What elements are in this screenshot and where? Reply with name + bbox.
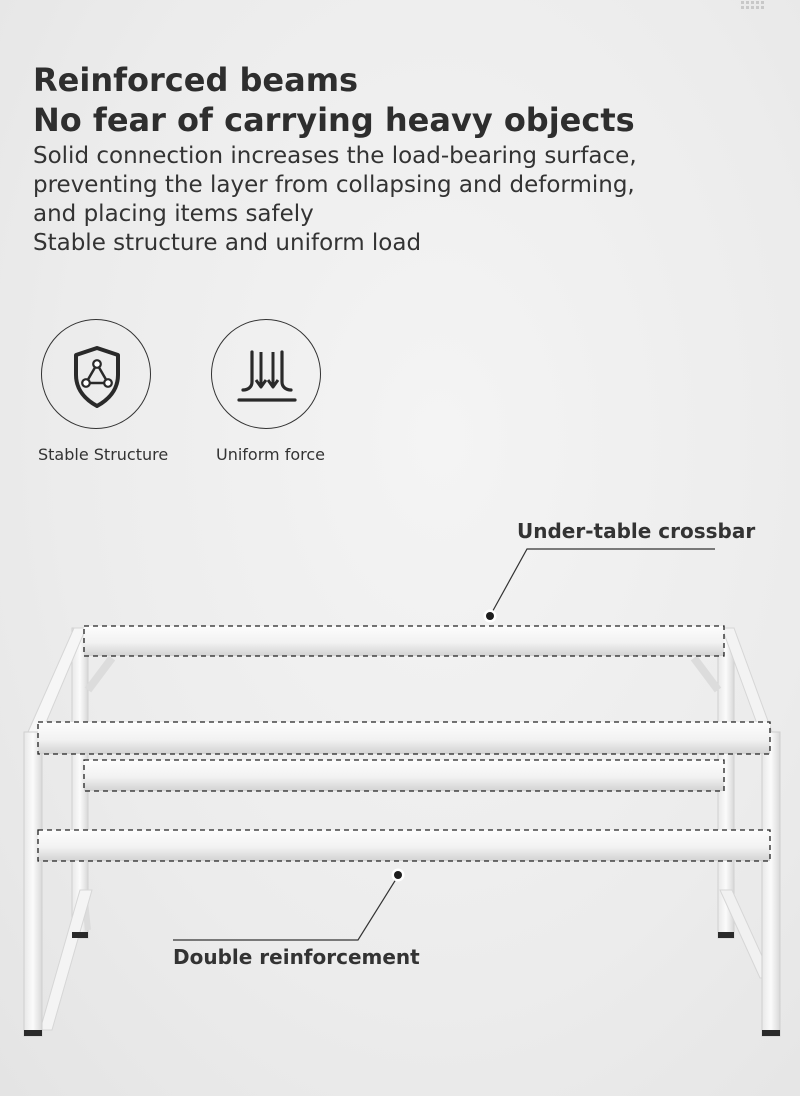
description-line: and placing items safely xyxy=(33,201,314,227)
crossbar-back-top xyxy=(84,626,724,656)
description-line: preventing the layer from collapsing and deforming, xyxy=(33,172,635,198)
feature-label-uniform-force: Uniform force xyxy=(216,445,325,464)
feature-label-stable-structure: Stable Structure xyxy=(38,445,169,464)
feature-uniform-force xyxy=(211,319,321,429)
shield-triangle-icon xyxy=(42,320,152,430)
description-line: Stable structure and uniform load xyxy=(33,230,422,256)
callout-under-table-crossbar: Under-table crossbar xyxy=(517,519,756,543)
crossbar-front-top xyxy=(38,722,770,754)
callout-leader-top xyxy=(484,549,716,623)
description-line: Solid connection increases the load-bearing surface, xyxy=(33,143,637,169)
shelf-diagram xyxy=(0,500,800,1060)
grid-icon xyxy=(740,0,770,10)
callout-double-reinforcement: Double reinforcement xyxy=(173,945,420,969)
crossbar-back-bottom xyxy=(84,760,724,791)
downward-force-icon xyxy=(212,320,322,430)
callout-leader-bottom xyxy=(173,869,405,941)
crossbar-front-bottom xyxy=(38,830,770,861)
heading-line-2: No fear of carrying heavy objects xyxy=(33,101,635,139)
heading-line-1: Reinforced beams xyxy=(33,61,359,99)
feature-stable-structure xyxy=(41,319,151,429)
